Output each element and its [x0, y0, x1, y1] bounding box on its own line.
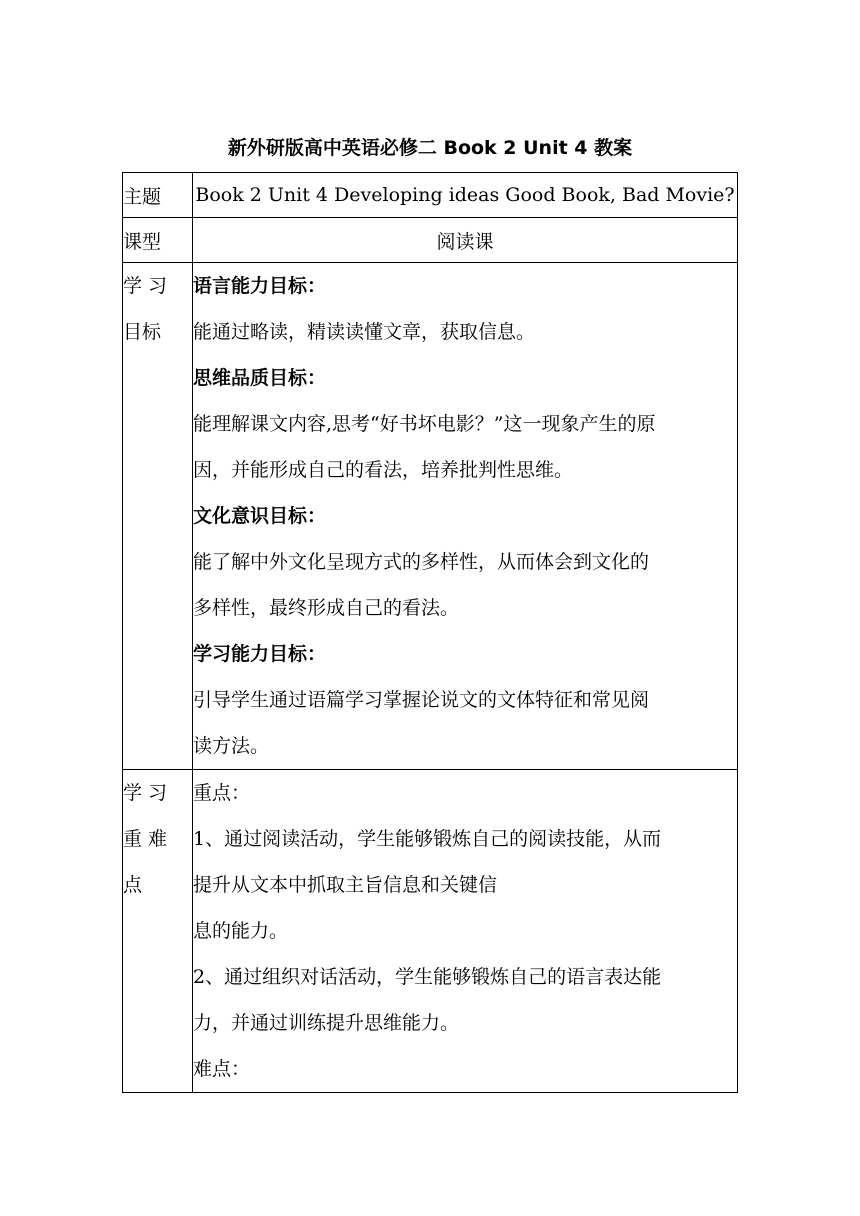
key-points-label-line1: 学 习 [123, 782, 168, 804]
document-title: 新外研版高中英语必修二 Book 2 Unit 4 教案 [227, 137, 633, 159]
topic-label: 主题 [123, 173, 193, 218]
key-points-content [193, 770, 738, 1093]
objectives-label-line2: 目标 [123, 321, 162, 343]
lesson-plan-table [122, 172, 738, 1093]
key-points-label [123, 770, 193, 1093]
thinking-objective-line2: 因，并能形成自己的看法，培养批判性思维。 [193, 459, 574, 481]
focus-point1-line3: 息的能力。 [193, 920, 289, 942]
learning-objective-line1: 引导学生通过语篇学习掌握论说文的文体特征和常见阅 [193, 689, 650, 711]
table-row-key-points [123, 770, 738, 1093]
culture-objective-line1: 能了解中外文化呈现方式的多样性，从而体会到文化的 [193, 551, 650, 573]
culture-objective-heading: 文化意识目标： [193, 505, 327, 527]
focus-point1-line2: 提升从文本中抓取主旨信息和关键信 [193, 874, 498, 896]
key-points-label-line3: 点 [123, 874, 143, 896]
focus-point2-line2: 力，并通过训练提升思维能力。 [193, 1012, 460, 1034]
focus-point1-line1: 1、通过阅读活动，学生能够锻炼自己的阅读技能，从而 [193, 828, 662, 850]
difficulty-heading: 难点： [193, 1058, 251, 1080]
language-objective-text: 能通过略读，精读读懂文章，获取信息。 [193, 321, 536, 343]
objectives-label-line1: 学 习 [123, 275, 168, 297]
lesson-type-label: 课型 [123, 218, 193, 263]
focus-point2-line1: 2、通过组织对话活动，学生能够锻炼自己的语言表达能 [193, 966, 662, 988]
table-row-objectives [123, 263, 738, 770]
learning-objective-heading: 学习能力目标： [193, 643, 327, 665]
focus-heading: 重点： [193, 782, 251, 804]
topic-value: Book 2 Unit 4 Developing ideas Good Book, Bad Movie? [193, 173, 738, 218]
lesson-type-value: 阅读课 [193, 218, 738, 263]
culture-objective-line2: 多样性，最终形成自己的看法。 [193, 597, 460, 619]
learning-objective-line2: 读方法。 [193, 735, 270, 757]
key-points-label-line2: 重 难 [123, 828, 168, 850]
objectives-label [123, 263, 193, 770]
language-objective-heading: 语言能力目标： [193, 275, 327, 297]
thinking-objective-line1: 能理解课文内容,思考“好书坏电影？”这一现象产生的原 [193, 413, 656, 435]
table-row-lesson-type [123, 218, 738, 263]
thinking-objective-heading: 思维品质目标： [193, 367, 327, 389]
table-row-topic [123, 173, 738, 218]
objectives-content [193, 263, 738, 770]
